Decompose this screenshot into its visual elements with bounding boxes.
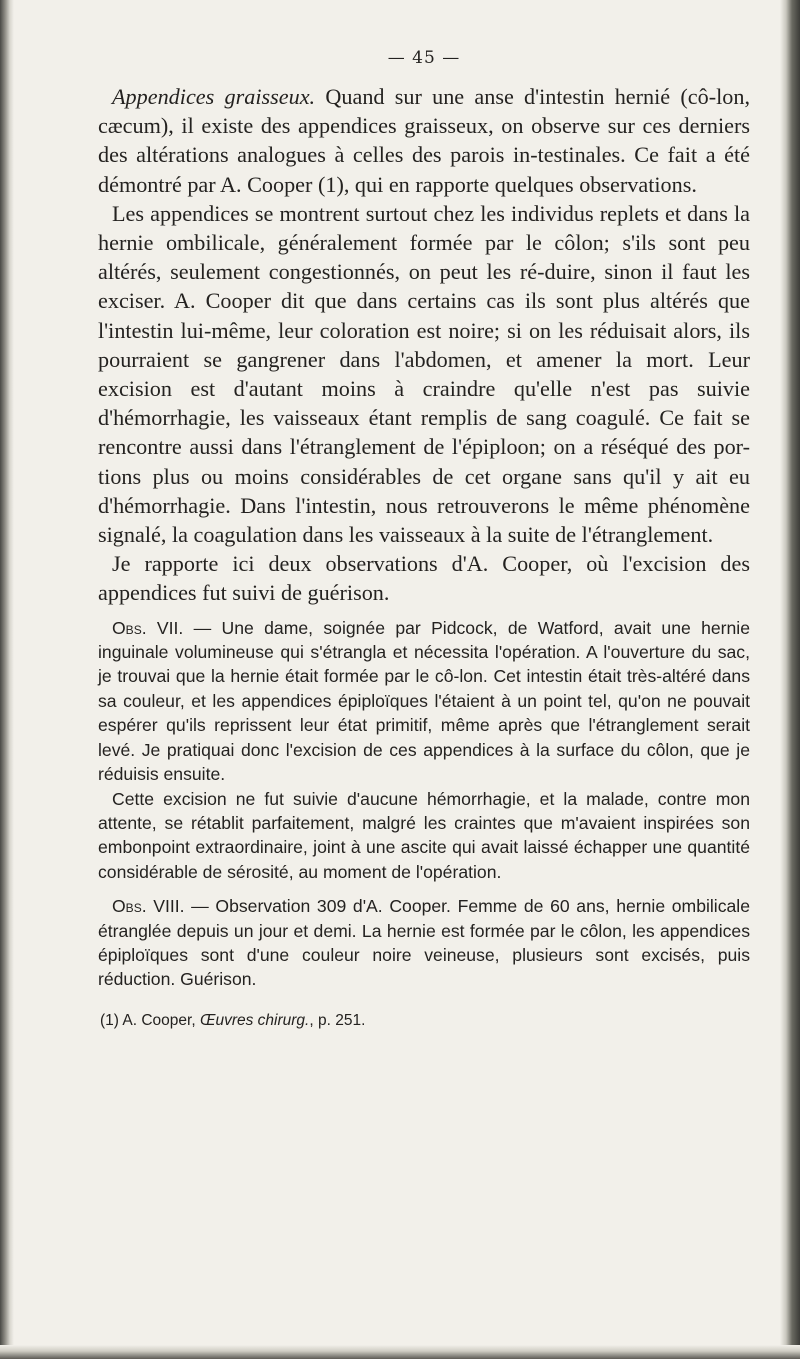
footnote [98,1010,750,1032]
scan-right-edge [780,0,800,1359]
paragraph-text: Quand sur une anse d'intestin hernié (cô-lon, cæcum), il existe des appendices graisseux, on observe sur ces derniers des altérations analogues à celles des parois in-testinales. Ce fait a été démontré par A. Cooper (1), qui en rapporte quelques observations. [98,84,750,197]
section-lead: Appendices graisseux. [112,84,316,109]
observation-label: Obs. VIII. [112,896,185,917]
page-number: — 45 — [387,48,461,68]
observation-7 [98,616,750,787]
observation-7-continued: Cette excision ne fut suivie d'aucune hémorrhagie, et la malade, contre mon attente, se rétablit parfaitement, malgré les craintes que m'avaient inspirées son embonpoint extraordinaire, joint à une ascite qui avait laissé échapper une quantité considérable de sérosité, au moment de l'opération. [98,788,750,882]
observation-text: — Une dame, soignée par Pidcock, de Watford, avait une hernie inguinale volumineuse qui s'étrangla et nécessita l'opération. A l'ouverture du sac, je trouvai que la hernie était formée par le cô-lon. Cet intestin était très-altéré dans sa couleur, et les appendices épiploïques l'étaient à un point tel, qu'on ne pouvait espérer qu'ils reprissent leur état primitif, même après que l'étranglement serait levé. Je pratiquai donc l'excision de ces appendices à la surface du côlon, que je réduisis ensuite. [98,617,750,785]
footnote-page: , p. 251. [309,1011,366,1029]
observation-label: Obs. VII. [112,617,184,638]
footnote-marker: (1) A. Cooper, [100,1011,200,1029]
scan-left-edge [0,0,14,1359]
scan-bottom-edge [0,1345,800,1359]
paragraph-text: Les appendices se montrent surtout chez les individus replets et dans la hernie ombilicale, généralement formée par le côlon; s'ils sont peu altérés, seulement congestionnés, on peut les ré-duire, sinon il faut les exciser. A. Cooper dit que dans certains cas ils sont plus altérés que l'intestin lui-même, leur coloration est noire; si on les réduisait alors, ils pourraient se gangrener dans l'abdomen, et amener la mort. Leur excision est d'autant moins à craindre qu'elle n'est pas suivie d'hémorrhagie, les vaisseaux étant remplis de sang coagulé. Ce fait se rencontre aussi dans l'étranglement de l'épiploon; on a réséqué des por-tions plus ou moins considérables de cet organe sans qu'il y ait eu d'hémorrhagie. Dans l'intestin, nous retrouverons le même phénomène signalé, la coagulation dans les vaisseaux à la suite de l'étranglement. [98,200,750,548]
book-page [98,48,750,1032]
observations [98,616,750,992]
observation-text: — Observation 309 d'A. Cooper. Femme de 60 ans, hernie ombilicale étranglée depuis un jour et demi. La hernie est formée par le côlon, les appendices épiploïques sont d'une couleur noire veineuse, plusieurs sont excisés, puis réduction. Guérison. [98,896,750,990]
paragraph-appendices [98,82,750,199]
observation-8 [98,894,750,992]
main-text [98,82,750,608]
footnote-work: Œuvres chirurg. [199,1011,310,1029]
paragraph-text: Je rapporte ici deux observations d'A. Cooper, où l'excision des appendices fut suivi de guérison. [98,551,750,606]
